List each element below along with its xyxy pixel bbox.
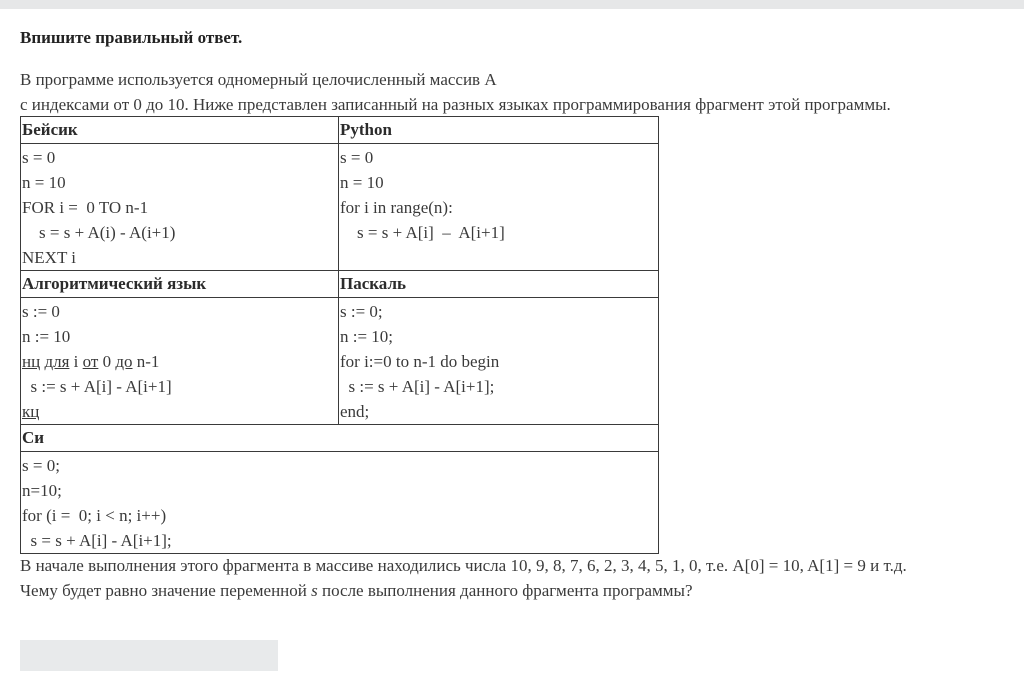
top-bar <box>0 0 1024 9</box>
intro-line-2: с индексами от 0 до 10. Ниже представлен записанный на разных языках программирования фрагмент этой программы. <box>20 95 891 114</box>
keyword-nc: нц <box>22 352 41 371</box>
question-text-a: Чему будет равно значение переменной <box>20 581 312 600</box>
keyword-kc: кц <box>22 402 40 421</box>
basic-header: Бейсик <box>21 117 339 144</box>
c-header: Си <box>21 425 659 452</box>
keyword-dlya: для <box>44 352 70 371</box>
question-line-1: В начале выполнения этого фрагмента в массиве находились числа 10, 9, 8, 7, 6, 2, 3, 4, 5, 1, 0, т.е. A[0] = 10, A[1] = 9 и т.д. <box>20 556 907 575</box>
code-table <box>20 116 659 554</box>
code-line: end; <box>340 402 370 421</box>
code-line: s = s + A[i] - A[i+1]; <box>22 531 172 550</box>
code-line: s = s + A(i) - A(i+1) <box>22 223 176 242</box>
keyword-do: до <box>115 352 133 371</box>
loop-to: n-1 <box>132 352 160 371</box>
code-line: n = 10 <box>22 173 66 192</box>
code-line: FOR i = 0 TO n-1 <box>22 198 149 217</box>
algo-header: Алгоритмический язык <box>21 271 339 298</box>
code-line: n := 10 <box>22 327 71 346</box>
code-line <box>22 399 338 424</box>
python-code <box>339 144 659 271</box>
code-line: s = 0 <box>22 148 56 167</box>
question-text-b: после выполнения данного фрагмента программы? <box>317 581 693 600</box>
code-line: n = 10 <box>340 173 384 192</box>
code-line: NEXT i <box>22 248 76 267</box>
code-line: s := s + A[i] - A[i+1] <box>22 377 172 396</box>
code-line: for (i = 0; i < n; i++) <box>22 506 167 525</box>
code-line: s = 0 <box>340 148 374 167</box>
loop-variable: i <box>69 352 83 371</box>
code-line: s = 0; <box>22 456 60 475</box>
task-instruction: Впишите правильный ответ. <box>20 28 243 47</box>
variable-s: s <box>311 581 318 600</box>
code-line: for i:=0 to n-1 do begin <box>340 352 500 371</box>
code-line: s = s + A[i] – A[i+1] <box>340 223 505 242</box>
loop-from: 0 <box>98 352 116 371</box>
code-line: s := 0; <box>340 302 383 321</box>
keyword-ot: от <box>82 352 99 371</box>
code-line <box>22 349 338 374</box>
basic-code <box>21 144 339 271</box>
answer-input[interactable] <box>20 640 278 671</box>
algo-code <box>21 298 339 425</box>
c-code <box>21 452 659 554</box>
code-line: s := s + A[i] - A[i+1]; <box>340 377 495 396</box>
task-intro <box>20 67 891 117</box>
python-header: Python <box>339 117 659 144</box>
code-line: for i in range(n): <box>340 198 453 217</box>
question-line-2 <box>20 578 907 603</box>
task-question <box>20 553 907 603</box>
pascal-header: Паскаль <box>339 271 659 298</box>
pascal-code <box>339 298 659 425</box>
code-line: n := 10; <box>340 327 394 346</box>
intro-line-1: В программе используется одномерный целочисленный массив A <box>20 70 497 89</box>
code-line: n=10; <box>22 481 62 500</box>
code-line: s := 0 <box>22 302 60 321</box>
